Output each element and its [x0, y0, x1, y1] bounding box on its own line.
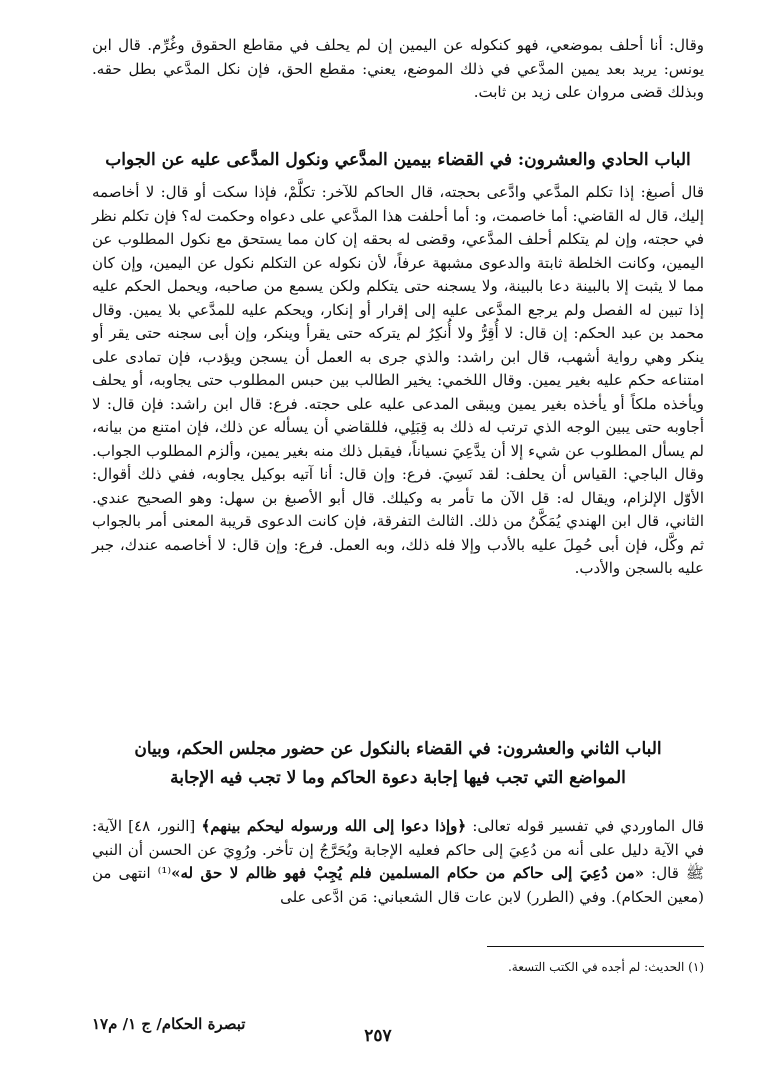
chapter-22-paragraph	[92, 815, 704, 909]
chapter-22-title-line-2: المواضع التي تجب فيها إجابة دعوة الحاكم وما لا تجب فيه الإجابة	[170, 768, 626, 788]
footnote	[360, 958, 704, 976]
hadith-quote: «من دُعِيَ إلى حاكم من حكام المسلمين فلم يُجِبْ فهو ظالم لا حق له»	[171, 864, 645, 882]
chapter-22-heading	[92, 735, 704, 793]
page-number: ٢٥٧	[364, 1026, 392, 1046]
chapter-22-title-line-1: الباب الثاني والعشرون: في القضاء بالنكول عن حضور مجلس الحكم، وبيان	[134, 739, 662, 759]
footnote-text: (١) الحديث: لم أجده في الكتب التسعة.	[507, 960, 704, 974]
chapter-22-rest: [النور، ٤٨] الآية: في الآية دليل على أنه من دُعِيَ إلى حاكم فعليه الإجابة ويُحَرَّجُ إن تأخر. ورُوِيَ عن الحسن أن النبي ﷺ قال:	[92, 817, 704, 882]
chapter-22-lead: قال الماوردي في تفسير قوله تعالى:	[466, 817, 704, 835]
intro-paragraph	[92, 34, 704, 105]
intro-text: وقال: أنا أحلف بموضعي، فهو كنكوله عن اليمين إن لم يحلف في مقاطع الحقوق وغُرِّم. قال ابن يونس: يريد بعد يمين المدَّعي في ذلك الموضع، يعني: مقطع الحق، فإن نكل المدَّعي بطل حقه. وبذلك قضى مروان على زيد بن ثابت.	[92, 36, 704, 101]
chapter-22-body	[92, 815, 704, 909]
chapter-22-tail: ⁽¹⁾ انتهى من (معين الحكام). وفي (الطرر) لابن عات قال الشعباني: مَن ادَّعى على	[92, 864, 704, 906]
book-folio: تبصرة الحكام/ ج ١/ م١٧	[92, 1015, 246, 1033]
chapter-21-heading	[92, 146, 704, 175]
footnote-divider	[487, 946, 704, 947]
chapter-21-body	[92, 181, 704, 581]
chapter-21-text: قال أصبغ: إذا تكلم المدَّعي وادَّعى بحجته، قال الحاكم للآخر: تكلَّمْ، فإذا سكت أو قال: لا أخاصمه إليك، قال له القاضي: أما خاصمت، و: أما أحلفت هذا المدَّعي على دعواه وحكمت له؟ فإن تكلم نظر في حجته، وإن لم يتكلم أحلف المدَّعي، وقضى له بحقه إن كان مما يستحق مع نكول المطلوب عن اليمين، وكانت الخلطة ثابتة والدعوى مشبهة عرفاً، لأن نكوله عن التكلم نكول عن اليمين، وإن كان مما لا يثبت إلا بالبينة دعا بالبينة، ولا يسجنه حتى يتكلم ولكن يسمع من صاحبه، ويحمل الحكم عليه إذا تبين له الفصل ولم يرجع المدَّعى عليه إلى إقرار أو إنكار، ويحكم عليه للمدَّعي بلا يمين. وقال محمد بن عبد الحكم: إن قال: لا أُقِرُّ ولا أُنكِرُ لم يتركه حتى يقرأ وينكر، وإن أبى سجنه حتى يقر أو ينكر وهي رواية أشهب، قال ابن راشد: والذي جرى به العمل أن يسجن ويؤدب، فإن تمادى على امتناعه حكم عليه بغير يمين. وقال اللخمي: يخير الطالب بين حبس المطلوب حتى يجاوبه، أو يحلف ويأخذه ملكاً أو يأخذه بغير يمين ويبقى المدعى عليه على حجته. فرع: قال ابن راشد: فإن قال: لا أجاوبه حتى يبين الوجه الذي ترتب له ذلك به قِبَلِي، فللقاضي أن يسأله عن ذلك، فإن امتنع من بيانه، لم يسأل المطلوب عن شيء إلا أن يدَّعِيَ نسياناً، فيقبل ذلك منه بغير يمين، وألزم المطلوب الجواب. وقال الباجي: القياس أن يحلف: لقد نَسِيَ. فرع: وإن قال: أنا آتيه بوكيل يجاوبه، ففي ذلك أقوال: الأوّل الإلزام، ويقال له: قل الآن ما تأمر به وكيلك. قال أبو الأصبغ بن سهل: وهو الصحيح عندي. الثاني، قال ابن الهندي يُمَكَّنُ من ذلك. الثالث التفرقة، فإن كانت الدعوى قريبة المعنى أمر بالجواب ثم وكَّل، فإن أبى حُمِلَ عليه بالأدب وإلا فله ذلك، وبه العمل. فرع: وإن قال: لا أخاصمه عندك، جبر عليه بالسجن والأدب.	[92, 183, 704, 577]
chapter-21-title: الباب الحادي والعشرون: في القضاء بيمين المدَّعي ونكول المدَّعى عليه عن الجواب	[105, 150, 691, 170]
quran-verse: ﴿وإذا دعوا إلى الله ورسوله ليحكم بينهم﴾	[201, 817, 467, 835]
